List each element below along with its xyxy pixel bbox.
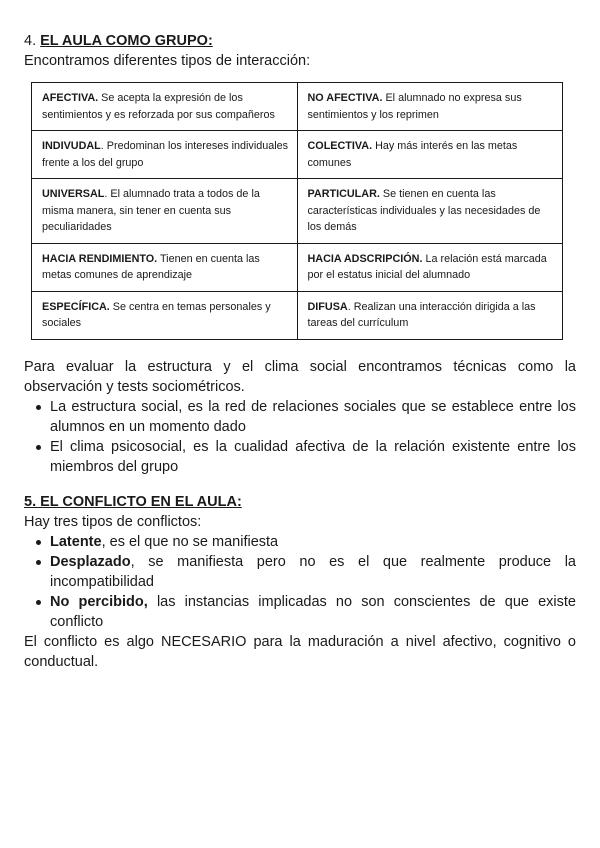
interaction-desc: . El alumnado trata a todos de la misma manera, sin tener en cuenta sus peculiaridades [42,188,260,233]
document-page [24,31,576,672]
interaction-term: UNIVERSAL [42,188,105,200]
table-row [32,291,563,339]
list-item [36,532,576,552]
list-item [36,552,576,592]
interaction-term: DIFUSA [307,300,348,313]
conflict-term: Desplazado [50,553,131,570]
conflict-desc: las instancias implicadas no son conscientes de que existe conflicto [50,593,576,630]
table-cell [32,83,298,131]
interaction-desc: Se tienen en cuenta las características individuales y las necesidades de los demás [307,188,541,233]
table-cell [32,243,298,291]
interaction-desc: Se centra en temas personales y sociales [42,300,271,329]
interaction-term: PARTICULAR. [307,188,380,200]
interaction-term: HACIA RENDIMIENTO. [42,252,158,265]
interaction-term: HACIA ADSCRIPCIÓN. [307,252,423,265]
interaction-desc: Tienen en cuenta las metas comunes de aprendizaje [42,252,260,281]
interaction-desc: . Realizan una interacción dirigida a las tareas del currículum [307,300,536,329]
interaction-types-table [31,82,563,340]
table-row [32,131,563,179]
evaluation-paragraph: Para evaluar la estructura y el clima social encontramos técnicas como la observación y tests sociométricos. [24,358,576,395]
interaction-term: INDIVUDAL [42,140,101,152]
closing-paragraph: El conflicto es algo NECESARIO para la maduración a nivel afectivo, cognitivo o conductual. [24,633,576,670]
table-row [32,179,563,244]
table-cell [297,243,563,291]
table-cell [297,131,563,179]
conflict-term: Latente [50,533,102,550]
interaction-desc: Hay más interés en las metas comunes [307,140,518,169]
section-title: EL AULA COMO GRUPO: [40,33,213,49]
interaction-desc: Se acepta la expresión de los sentimientos y es reforzada por sus compañeros [42,92,275,121]
section-5-heading: 5. EL CONFLICTO EN EL AULA: [24,493,242,510]
interaction-desc: La relación está marcada por el estatus inicial del alumnado [307,252,547,281]
section-4-heading [24,31,576,51]
conflict-desc: , se manifiesta pero no es el que realmente produce la incompatibilidad [50,553,576,590]
list-item: La estructura social, es la red de relaciones sociales que se establece entre los alumnos en un momento dado [36,397,576,437]
interaction-term: NO AFECTIVA. [307,92,383,104]
conflict-types-list [36,532,576,632]
evaluation-list [36,397,576,477]
section-4-intro: Encontramos diferentes tipos de interacción: [24,53,311,69]
section-5-intro: Hay tres tipos de conflictos: [24,513,202,530]
table-cell [297,179,563,244]
interaction-desc: El alumnado no expresa sus sentimientos y los reprimen [307,92,522,121]
table-row [32,243,563,291]
section-number: 4. [24,33,41,49]
conflict-term: No percibido, [50,593,148,610]
table-cell [32,291,298,339]
interaction-desc: . Predominan los intereses individuales frente a los del grupo [42,140,289,169]
interaction-term: ESPECÍFICA. [42,300,110,313]
list-item: El clima psicosocial, es la cualidad afectiva de la relación existente entre los miembros del grupo [36,437,576,477]
section-5 [24,492,576,672]
table-cell [32,179,298,244]
table-cell [297,83,563,131]
table-cell [32,131,298,179]
list-item [36,592,576,632]
conflict-desc: , es el que no se manifiesta [101,533,279,550]
interaction-term: COLECTIVA. [307,140,373,152]
table-cell [297,291,563,339]
table-row [32,83,563,131]
interaction-term: AFECTIVA. [42,92,99,104]
